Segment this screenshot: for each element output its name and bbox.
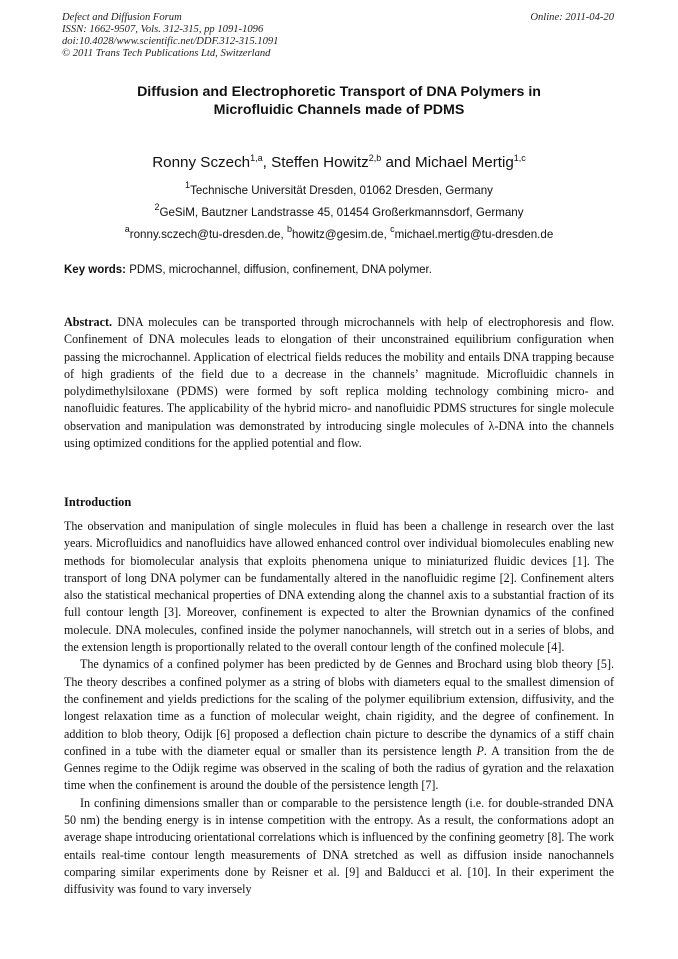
author-list	[40, 153, 638, 173]
email-text: michael.mertig@tu-dresden.de	[394, 228, 554, 241]
affiliation-text: GeSiM, Bautzner Landstrasse 45, 01454 Großerkmannsdorf, Germany	[159, 206, 524, 219]
introduction-paragraph-2	[64, 656, 614, 794]
abstract	[64, 314, 614, 452]
author-name: Ronny Sczech	[152, 154, 251, 171]
affiliation-superscript: 1	[185, 180, 191, 190]
journal-copyright: © 2011 Trans Tech Publications Ltd, Switzerland	[62, 48, 271, 60]
abstract-label: Abstract.	[64, 315, 113, 329]
paper-title-line-2: Microfluidic Channels made of PDMS	[213, 102, 465, 118]
affiliation-1	[40, 180, 638, 198]
introduction-paragraph-1: The observation and manipulation of single molecules in fluid has been a challenge in research over the last years. Microfluidics and nanofluidics have allowed enhanced control over individual biomolecules enabling new methods for biomolecular analysis that exploits phenomena unique to miniaturized fluidic devices [1]. The transport of long DNA polymer can be fundamentally altered in the nanofluidic regime [2]. Confinement alters also the statistical mechanical properties of DNA extending along the channel axis to a substantial fraction of its full contour length [3]. Moreover, confinement is expected to alter the Brownian dynamics of the confined molecule. DNA molecules, confined inside the polymer nanochannels, will stretch out in a series of blobs, and the extension length is proportionally related to the overall contour length of the confined molecule [4].	[64, 519, 614, 655]
author-emails	[40, 224, 638, 242]
introduction-paragraph-3: In confining dimensions smaller than or comparable to the persistence length (i.e. for double-stranded DNA 50 nm) the bending energy is in intense competition with the entropy. As a result, the conformations adopt an average shape introducing orientational correlations which is influenced by the confining geometry [8]. The work entails real-time contour length measurements of DNA stretched as well as diffusion inside nanochannels comparing similar experiments done by Reisner et al. [9] and Balducci et al. [10]. In their experiment the diffusivity was found to vary inversely	[64, 795, 614, 897]
abstract-text: DNA molecules can be transported through microchannels with help of electrophoresis and flow. Confinement of DNA molecules leads to elongation of their unconstrained equilibrium configuration when passing the microchannel. Application of electrical fields reduces the mobility and entails DNA trapping because of high gradients of the field due to a decrease in the channels’ magnitude. Microfluidic channels in polydimethylsiloxane (PDMS) were formed by soft replica molding technology combining micro- and nanofluidic features. The applicability of the hybrid micro- and nanofluidic PDMS structures for single molecule observation and manipulation was demonstrated by introducing single molecules of λ-DNA into the channels using optimized conditions for the applied potential and flow.	[64, 315, 614, 451]
affiliation-text: Technische Universität Dresden, 01062 Dresden, Germany	[190, 184, 493, 197]
email-text: ronny.sczech@tu-dresden.de,	[129, 228, 287, 241]
introduction-body	[64, 518, 614, 899]
keywords-text: PDMS, microchannel, diffusion, confinement, DNA polymer.	[126, 264, 432, 276]
journal-name: Defect and Diffusion Forum	[62, 12, 182, 23]
author-superscript: 1,c	[513, 153, 526, 163]
paper-title	[60, 83, 618, 119]
section-heading-introduction: Introduction	[64, 495, 132, 509]
email-superscript: b	[286, 224, 292, 234]
keywords-label: Key words:	[64, 264, 126, 276]
author-superscript: 2,b	[368, 153, 382, 163]
author-superscript: 1,a	[250, 153, 263, 163]
keywords	[64, 263, 624, 277]
author-separator: and	[381, 154, 416, 171]
paragraph-text: The dynamics of a confined polymer has been predicted by de Gennes and Brochard using blob theory [5]. The theory describes a confined polymer as a string of blobs with diameters equal to the smallest dimension of the confinement and yields predictions for the scaling of the polymer equilibrium extension, diffusivity, and the longest relaxation time as a function of molecular weight, chain rigidity, and the degree of confinement. In addition to blob theory, Odijk [6] proposed a deflection chain picture to describe the dynamics of a stiff chain confined in a tube with the diameter equal or smaller than its persistence length	[64, 657, 614, 758]
persistence-length-symbol: P	[476, 743, 484, 758]
journal-doi: doi:10.4028/www.scientific.net/DDF.312-315.1091	[62, 36, 279, 48]
email-superscript: c	[390, 224, 395, 234]
paper-title-line-1: Diffusion and Electrophoretic Transport of DNA Polymers in	[137, 84, 541, 100]
email-text: howitz@gesim.de,	[291, 228, 391, 241]
author-name: Steffen Howitz	[271, 154, 369, 171]
journal-issn: ISSN: 1662-9507, Vols. 312-315, pp 1091-1096	[62, 24, 264, 36]
affiliation-superscript: 2	[154, 202, 160, 212]
paragraph-text: . A transition from the de Gennes regime to the Odijk regime was observed in the scaling of both the radius of gyration and the relaxation time when the confinement is around the double of the persistence length [7].	[64, 743, 614, 793]
journal-header	[62, 12, 278, 60]
email-superscript: a	[124, 224, 130, 234]
affiliation-2	[40, 202, 638, 220]
author-name: Michael Mertig	[415, 154, 514, 171]
author-separator: ,	[262, 154, 272, 171]
online-date: Online: 2011-04-20	[530, 12, 614, 23]
